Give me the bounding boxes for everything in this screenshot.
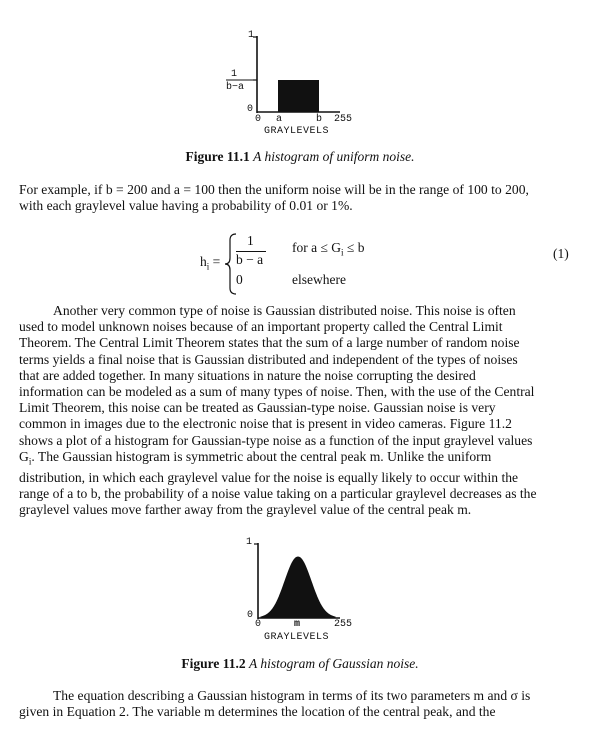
y-tick-frac-denominator: b−a xyxy=(226,82,245,93)
equation-zero: 0 xyxy=(236,272,243,287)
y-tick-frac-numerator: 1 xyxy=(231,69,238,80)
paragraph-line: For example, if b = 200 and a = 100 then the uniform noise will be in the range of 100 to 200, xyxy=(19,182,529,197)
caption-label: Figure 11.1 xyxy=(185,149,250,164)
y-tick-top-label: 1 xyxy=(246,537,253,548)
caption-label: Figure 11.2 xyxy=(181,656,246,671)
paragraph-line: that are added together. In many situations in nature the noise corrupting the desired xyxy=(19,367,476,383)
equation-denominator: b − a xyxy=(236,252,264,267)
paragraph-line: common in images due to the electronic noise that is present in video cameras. Figure 11.2 xyxy=(19,416,512,432)
condition-1-text: for a ≤ G xyxy=(292,240,342,255)
y-tick-zero-label: 0 xyxy=(247,104,254,115)
y-tick-zero-label: 0 xyxy=(247,610,254,621)
paragraph-line: used to model unknown noises because of an important property called the Central Limit xyxy=(19,319,503,335)
x-tick-255-label: 255 xyxy=(334,619,353,630)
paragraph-line: information can be modeled as a sum of many types of noise. Then, with the use of the Central xyxy=(19,384,535,400)
paragraph-line: with each graylevel value having a probability of 0.01 or 1%. xyxy=(19,198,353,214)
x-axis-label: GRAYLEVELS xyxy=(264,632,330,643)
equation-lhs-symbol: h xyxy=(200,254,207,269)
x-tick-b-label: b xyxy=(316,114,323,125)
x-axis-label: GRAYLEVELS xyxy=(264,126,330,137)
paragraph-line: given in Equation 2. The variable m determines the location of the central peak, and the xyxy=(19,704,496,720)
uniform-bar xyxy=(278,80,319,112)
condition-1-subscript: i xyxy=(341,247,344,258)
paragraph-line: Theorem. The Central Limit Theorem states that the sum of a large number of random noise xyxy=(19,335,520,351)
equation-number: (1) xyxy=(553,246,569,261)
x-tick-zero-label: 0 xyxy=(255,619,262,630)
equation-lhs-subscript: i xyxy=(206,261,210,272)
paragraph-line xyxy=(19,449,579,470)
g-subscript: i xyxy=(28,456,32,467)
figure-11-2-caption xyxy=(0,656,600,672)
paragraph-gaussian-equation xyxy=(19,688,579,720)
line-continuation: . The Gaussian histogram is symmetric about the central peak m. Unlike the uniform xyxy=(31,448,492,464)
equation-condition-1 xyxy=(292,240,364,258)
equation-lhs xyxy=(200,254,220,272)
gaussian-curve xyxy=(261,557,335,618)
equation-numerator: 1 xyxy=(247,233,254,248)
condition-1-tail: ≤ b xyxy=(343,240,365,255)
caption-text: A histogram of uniform noise. xyxy=(253,149,415,164)
paragraph-line: range of a to b, the probability of a noise value taking on a particular graylevel decreases as the xyxy=(19,485,537,501)
paragraph-uniform-example xyxy=(19,182,579,214)
gaussian-histogram-figure xyxy=(215,535,375,630)
figure-11-1-caption xyxy=(0,149,600,165)
paragraph-line: Limit Theorem, this noise can be treated as Gaussian-type noise. Gaussian noise is very xyxy=(19,400,496,416)
x-tick-255-label: 255 xyxy=(334,114,353,125)
paragraph-line: shows a plot of a histogram for Gaussian-type noise as a function of the input graylevel values xyxy=(19,432,533,448)
paragraph-gaussian-noise xyxy=(19,303,579,518)
paragraph-line: Another very common type of noise is Gaussian distributed noise. This noise is often xyxy=(53,303,516,318)
x-tick-m-label: m xyxy=(294,619,301,630)
y-tick-top-label: 1 xyxy=(248,30,255,41)
equation-condition-2: elsewhere xyxy=(292,272,346,287)
paragraph-line: distribution, in which each graylevel value for the noise is equally likely to occur within the xyxy=(19,469,519,485)
equation-equals: = xyxy=(212,254,221,269)
paragraph-line: The equation describing a Gaussian histogram in terms of its two parameters m and σ is xyxy=(53,688,531,703)
x-tick-zero-label: 0 xyxy=(255,114,262,125)
x-tick-a-label: a xyxy=(276,114,283,125)
g-symbol: G xyxy=(19,448,29,464)
paragraph-line: graylevel values move farther away from the graylevel value of the central peak m. xyxy=(19,502,472,518)
caption-text: A histogram of Gaussian noise. xyxy=(249,656,419,671)
paragraph-line: terms yields a final noise that is Gaussian distributed and independent of the types of noises xyxy=(19,351,518,367)
